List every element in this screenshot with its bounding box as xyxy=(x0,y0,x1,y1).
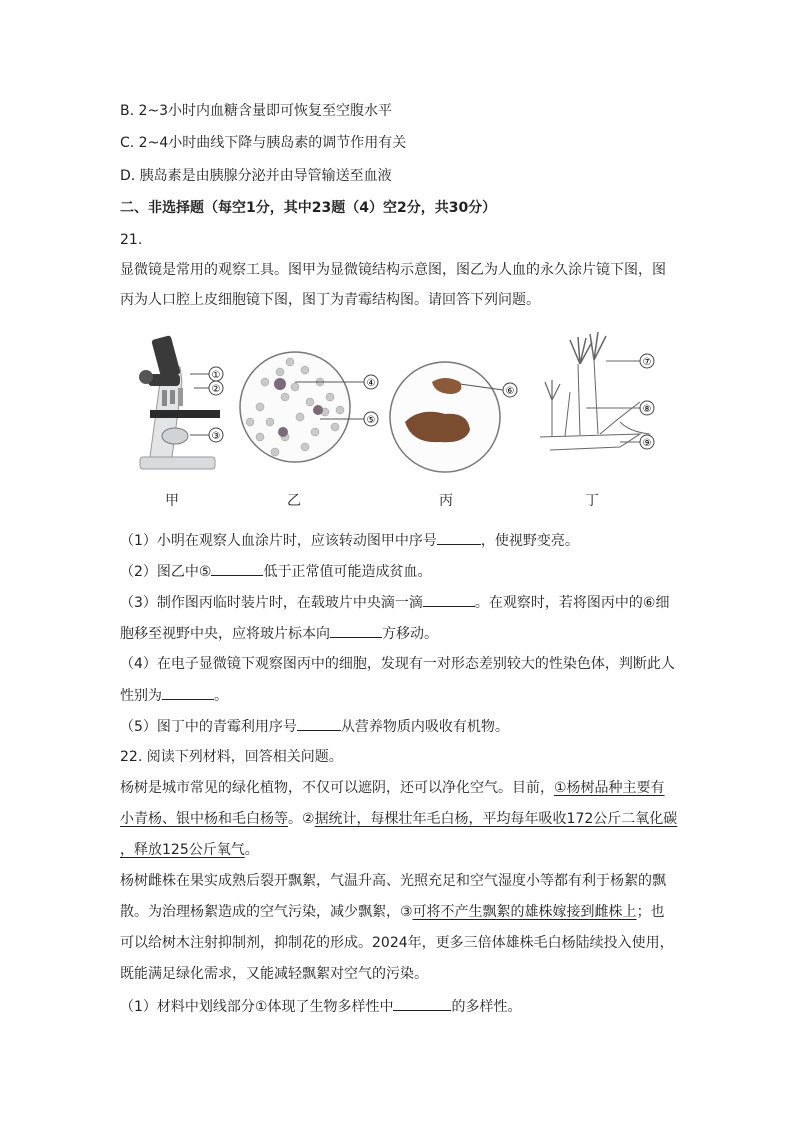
penicillium-illustration xyxy=(540,332,650,450)
figure-label-jia: 甲 xyxy=(165,493,179,509)
marker-7: ⑦ xyxy=(642,357,652,368)
figure-label-bing: 丙 xyxy=(439,493,453,509)
q21-sub3-line2: 胞移至视野中央，应将玻片标本向 方移动。 xyxy=(120,623,438,644)
marker-4: ④ xyxy=(366,378,376,389)
q22-p2-line2: 散。为治理杨絮造成的空气污染，减少飘絮，③可将不产生飘絮的雄株嫁接到雌株上；也 xyxy=(120,904,665,920)
answer-blank[interactable] xyxy=(297,716,341,731)
q21-sub5: （5）图丁中的青霉利用序号 从营养物质内吸收有机物。 xyxy=(120,716,509,737)
q22-p1-line1: 杨树是城市常见的绿化植物，不仅可以遮阴，还可以净化空气。目前，①杨树品种主要有 xyxy=(120,780,665,796)
answer-blank[interactable] xyxy=(211,561,263,576)
option-c: C. 2~4小时曲线下降与胰岛素的调节作用有关 xyxy=(120,135,407,151)
q21-intro-2: 丙为人口腔上皮细胞镜下图，图丁为青霉结构图。请回答下列问题。 xyxy=(120,292,540,308)
q21-sub4-line2: 性别为 。 xyxy=(120,685,228,706)
q21-sub2: （2）图乙中⑤ 低于正常值可能造成贫血。 xyxy=(120,561,431,582)
marker-1: ① xyxy=(211,370,221,381)
marker-3: ③ xyxy=(211,431,221,442)
marker-6: ⑥ xyxy=(505,386,515,397)
figure-microscope-set xyxy=(120,322,680,487)
answer-blank[interactable] xyxy=(393,996,451,1011)
q21-sub3-line1: （3）制作图丙临时装片时，在载玻片中央滴一滴 。在观察时，若将图丙中的⑥细 xyxy=(120,592,669,613)
q22-p1-line2: 小青杨、银中杨和毛白杨等。②据统计，每棵壮年毛白杨，平均每年吸收172公斤二氧化碳 xyxy=(120,811,678,827)
marker-2: ② xyxy=(211,384,221,395)
answer-blank[interactable] xyxy=(423,592,475,607)
cheek-cells-illustration xyxy=(390,362,503,472)
microscope-illustration xyxy=(139,335,220,469)
figure-label-yi: 乙 xyxy=(287,493,301,509)
section-title: 二、非选择题（每空1分，其中23题（4）空2分，共30分） xyxy=(120,200,497,216)
answer-blank[interactable] xyxy=(330,623,382,638)
q22-p1-line3: ，释放125公斤氧气。 xyxy=(120,842,259,858)
q22-title: 22. 阅读下列材料，回答相关问题。 xyxy=(120,749,343,765)
marker-5: ⑤ xyxy=(366,415,376,426)
option-d: D. 胰岛素是由胰腺分泌并由导管输送至血液 xyxy=(120,168,392,184)
marker-9: ⑨ xyxy=(642,438,652,449)
q22-p2-line4: 既能满足绿化需求，又能减轻飘絮对空气的污染。 xyxy=(120,966,428,982)
option-b: B. 2~3小时内血糖含量即可恢复至空腹水平 xyxy=(120,103,393,119)
answer-blank[interactable] xyxy=(162,685,214,700)
q22-p2-line3: 可以给树木注射抑制剂，抑制花的形成。2024年，更多三倍体雄株毛白杨陆续投入使用， xyxy=(120,935,674,951)
q22-p2-line1: 杨树雌株在果实成熟后裂开飘絮，气温升高、光照充足和空气湿度小等都有利于杨絮的飘 xyxy=(120,873,666,889)
q21-number: 21. xyxy=(120,232,143,248)
marker-8: ⑧ xyxy=(642,404,652,415)
figure-label-ding: 丁 xyxy=(585,493,599,509)
q21-sub1: （1）小明在观察人血涂片时，应该转动图甲中序号 ，使视野变亮。 xyxy=(120,530,579,551)
q21-intro-1: 显微镜是常用的观察工具。图甲为显微镜结构示意图，图乙为人血的永久涂片镜下图，图 xyxy=(120,262,666,278)
q22-sub1: （1）材料中划线部分①体现了生物多样性中 的多样性。 xyxy=(120,996,521,1017)
q21-sub4-line1: （4）在电子显微镜下观察图丙中的细胞，发现有一对形态差别较大的性染色体，判断此人 xyxy=(120,656,675,672)
answer-blank[interactable] xyxy=(437,530,481,545)
blood-smear-illustration xyxy=(240,352,366,462)
